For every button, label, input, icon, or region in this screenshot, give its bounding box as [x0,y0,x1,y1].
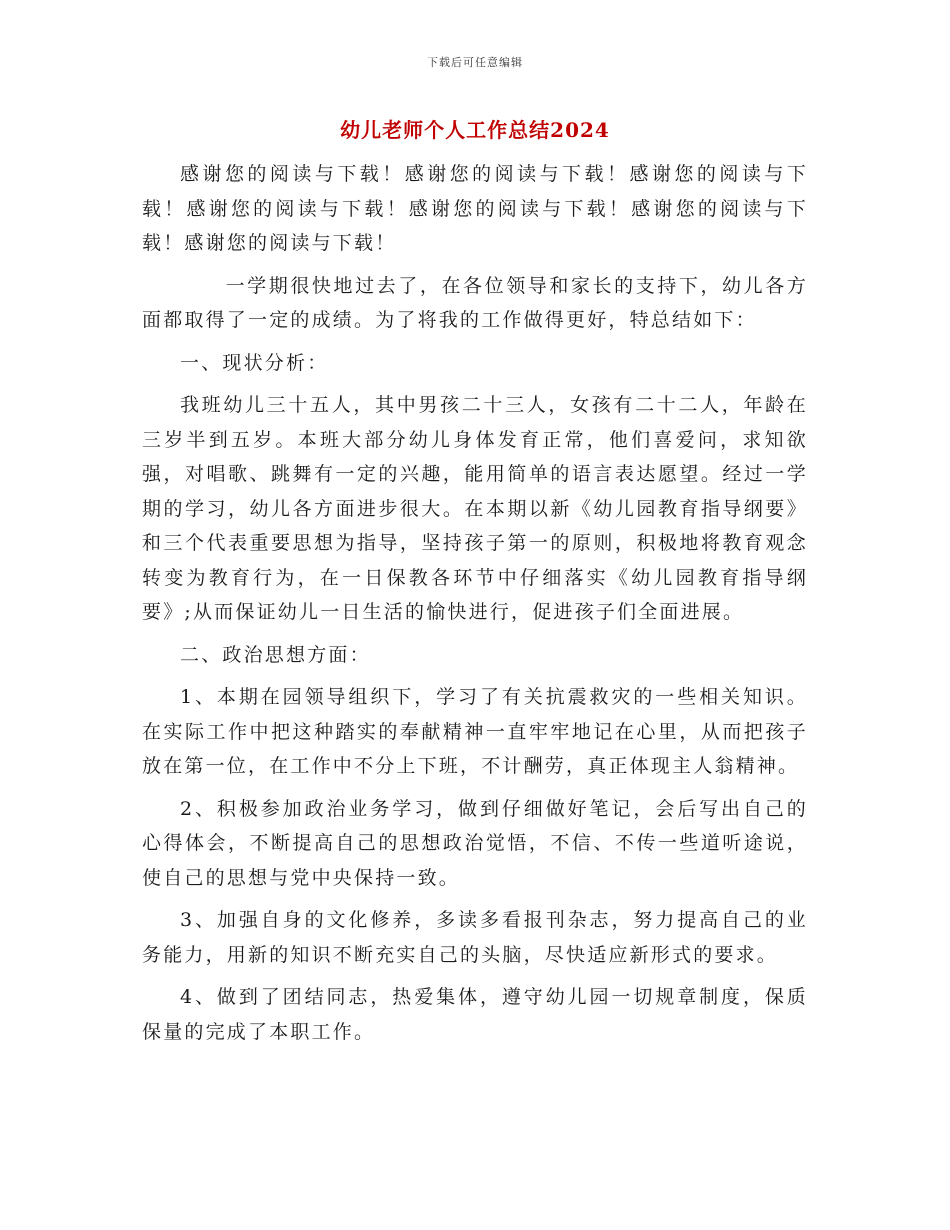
section-heading-status: 一、现状分析： [180,351,329,374]
paragraph-item-1: 1、本期在园领导组织下，学习了有关抗震救灾的一些相关知识。在实际工作中把这种踏实的奉献精神一直牢牢地记在心里，从而把孩子放在第一位，在工作中不分上下班，不计酬劳，真正体现主人翁精神。 [142,686,808,777]
paragraph-status-analysis: 我班幼儿三十五人，其中男孩二十三人，女孩有二十二人，年龄在三岁半到五岁。本班大部分幼儿身体发育正常，他们喜爱问，求知欲强，对唱歌、跳舞有一定的兴趣，能用简单的语言表达愿望。经过一学期的学习，幼儿各方面进步很大。在本期以新《幼儿园教育指导纲要》和三个代表重要思想为指导，坚持孩子第一的原则，积极地将教育观念转变为教育行为，在一日保教各环节中仔细落实《幼儿园教育指导纲要》;从而保证幼儿一日生活的愉快进行，促进孩子们全面进展。 [142,394,808,623]
section-heading-politics: 二、政治思想方面： [180,643,371,666]
document-title: 幼儿老师个人工作总结2024 [340,118,610,142]
paragraph-item-3: 3、加强自身的文化修养，多读多看报刊杂志，努力提高自己的业务能力，用新的知识不断充实自己的头脑，尽快适应新形式的要求。 [142,909,808,966]
paragraph-item-2: 2、积极参加政治业务学习，做到仔细做好笔记，会后写出自己的心得体会，不断提高自己的思想政治觉悟，不信、不传一些道听途说，使自己的思想与党中央保持一致。 [142,797,808,889]
paragraph-thanks: 感谢您的阅读与下载！感谢您的阅读与下载！感谢您的阅读与下载！感谢您的阅读与下载！感谢您的阅读与下载！感谢您的阅读与下载！感谢您的阅读与下载！ [142,163,808,254]
header-note: 下载后可任意编辑 [427,56,523,69]
document-body [142,157,808,1049]
paragraph-intro: 一学期很快地过去了，在各位领导和家长的支持下，幼儿各方面都取得了一定的成绩。为了将我的工作做得更好，特总结如下： [142,274,808,331]
paragraph-item-4: 4、做到了团结同志，热爱集体，遵守幼儿园一切规章制度，保质保量的完成了本职工作。 [142,986,808,1043]
